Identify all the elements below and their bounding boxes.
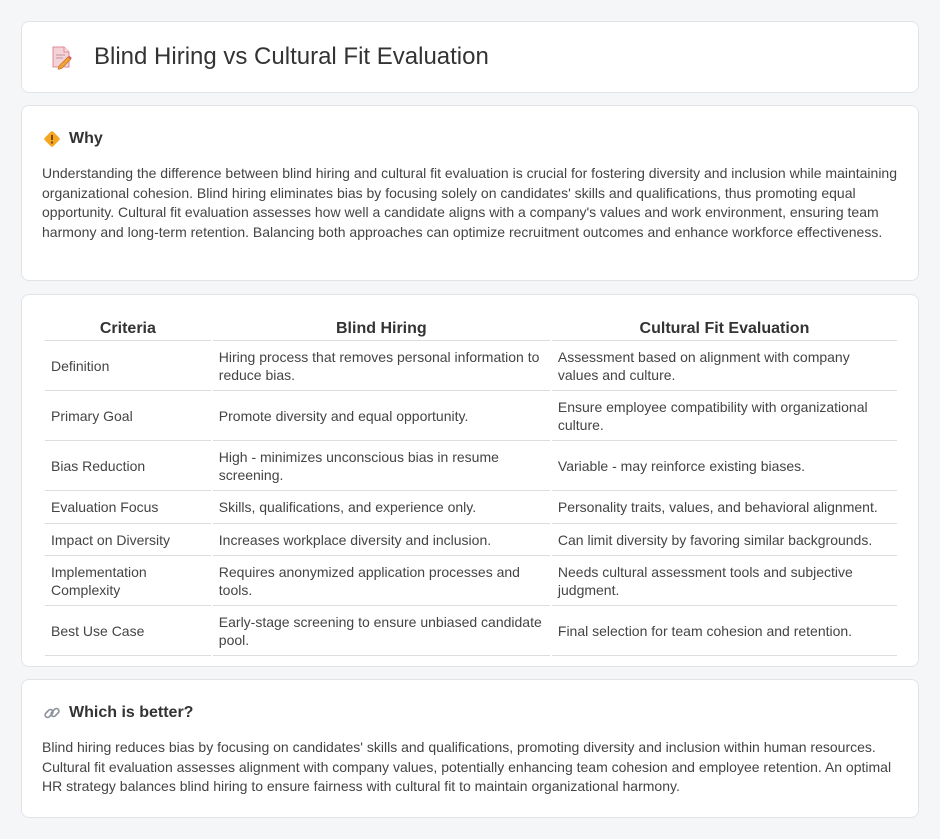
table-header-row [45, 318, 897, 341]
cultural-fit-cell: Variable - may reinforce existing biases. [552, 443, 897, 491]
which-is-better-section [21, 679, 919, 818]
cultural-fit-cell: Assessment based on alignment with company values and culture. [552, 343, 897, 391]
cultural-fit-cell: Needs cultural assessment tools and subjective judgment. [552, 558, 897, 606]
header-cultural-fit: Cultural Fit Evaluation [552, 318, 897, 341]
table-row [45, 443, 897, 491]
criteria-cell: Primary Goal [45, 393, 211, 441]
blind-hiring-cell: Increases workplace diversity and inclusion. [213, 526, 550, 557]
table-row [45, 608, 897, 656]
comparison-section [21, 294, 919, 667]
blind-hiring-cell: Skills, qualifications, and experience only. [213, 493, 550, 524]
criteria-cell: Bias Reduction [45, 443, 211, 491]
blind-hiring-cell: Requires anonymized application processes and tools. [213, 558, 550, 606]
which-is-better-title: Which is better? [69, 704, 194, 721]
blind-hiring-cell: Early-stage screening to ensure unbiased candidate pool. [213, 608, 550, 656]
cultural-fit-cell: Can limit diversity by favoring similar backgrounds. [552, 526, 897, 557]
table-row [45, 343, 897, 391]
comparison-table [43, 316, 899, 658]
header-criteria: Criteria [45, 318, 211, 341]
page-title: Blind Hiring vs Cultural Fit Evaluation [94, 43, 489, 70]
which-is-better-text: Blind hiring reduces bias by focusing on candidates' skills and qualifications, promoting diversity and inclusion within human resources. Cultural fit evaluation assesses alignment with company values, potentially enhancing team cohesion and employee retention. An optimal HR strategy balances blind hiring to ensure fairness with cultural fit to maintain organizational harmony. [42, 739, 892, 795]
cultural-fit-cell: Final selection for team cohesion and retention. [552, 608, 897, 656]
criteria-cell: Best Use Case [45, 608, 211, 656]
document-pencil-icon [48, 44, 74, 70]
criteria-cell: Definition [45, 343, 211, 391]
why-text: Understanding the difference between blind hiring and cultural fit evaluation is crucial for fostering diversity and inclusion while maintaining organizational cohesion. Blind hiring eliminates bias by focusing solely on candidates' skills and qualifications, thus promoting equal opportunity. Cultural fit evaluation assesses how well a candidate aligns with a company's values and work environment, ensuring team harmony and long-term retention. Balancing both approaches can optimize recruitment outcomes and enhance workforce effectiveness. [42, 165, 898, 240]
cultural-fit-cell: Personality traits, values, and behavioral alignment. [552, 493, 897, 524]
criteria-cell: Implementation Complexity [45, 558, 211, 606]
link-icon [43, 704, 61, 722]
why-section [21, 105, 919, 281]
criteria-cell: Impact on Diversity [45, 526, 211, 557]
title-card [21, 21, 919, 93]
table-row [45, 493, 897, 524]
table-row [45, 558, 897, 606]
table-row [45, 526, 897, 557]
blind-hiring-cell: Promote diversity and equal opportunity. [213, 393, 550, 441]
blind-hiring-cell: High - minimizes unconscious bias in resume screening. [213, 443, 550, 491]
table-row [45, 393, 897, 441]
criteria-cell: Evaluation Focus [45, 493, 211, 524]
header-blind-hiring: Blind Hiring [213, 318, 550, 341]
why-title: Why [69, 130, 103, 147]
diamond-signpost-icon [43, 130, 61, 148]
cultural-fit-cell: Ensure employee compatibility with organizational culture. [552, 393, 897, 441]
blind-hiring-cell: Hiring process that removes personal information to reduce bias. [213, 343, 550, 391]
